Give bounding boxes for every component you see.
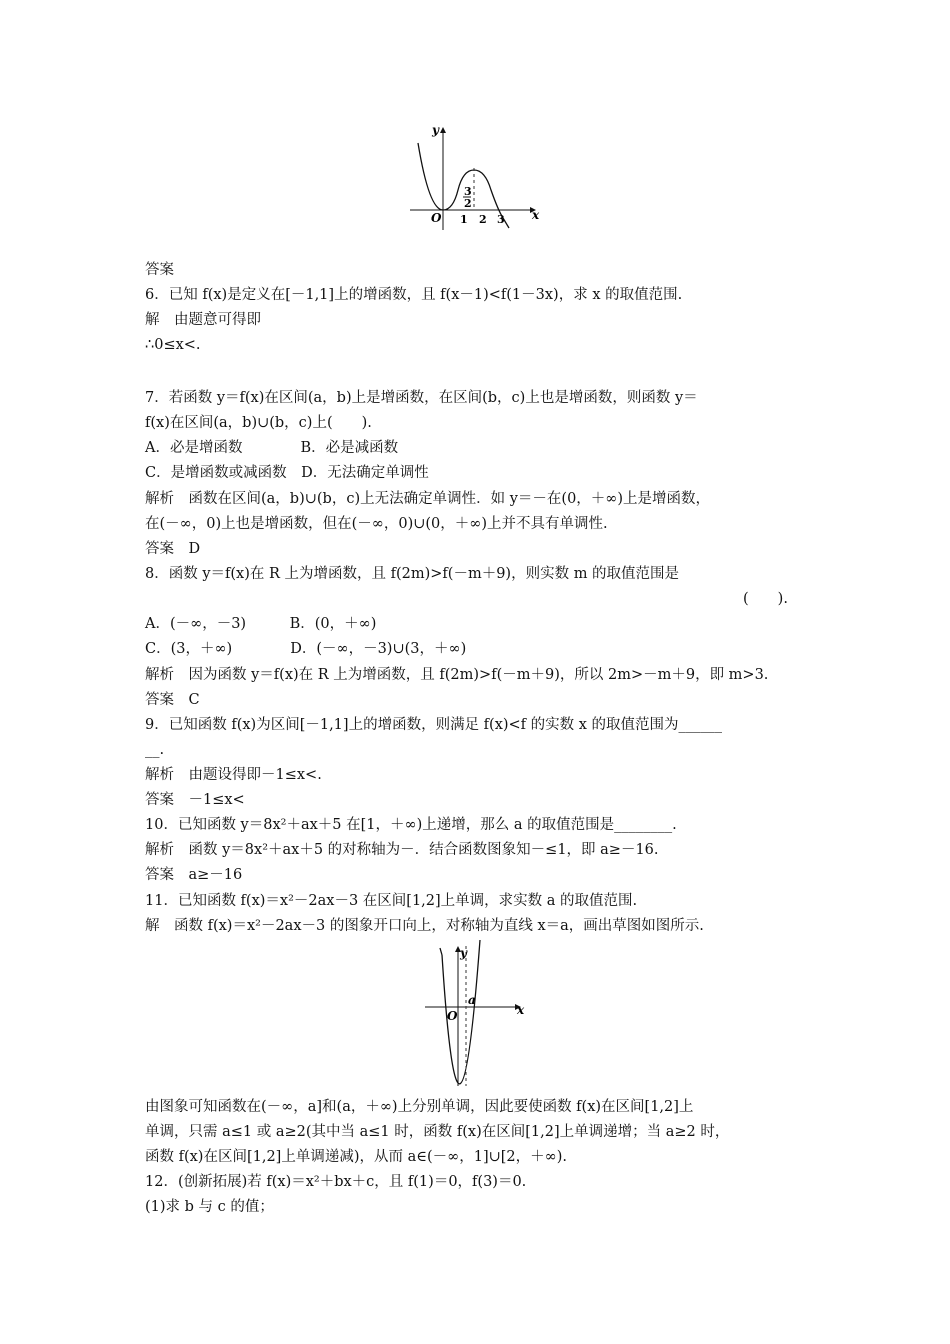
y-axis-label: y bbox=[432, 123, 439, 137]
tick-label-1: 1 bbox=[460, 213, 468, 226]
solution-11-line-1: 解 函数 f(x)＝x²－2ax－3 的图象开口向上，对称轴为直线 x＝a，画出草图如图所示. bbox=[145, 918, 704, 934]
fraction-numerator: 3 bbox=[464, 185, 472, 198]
problem-10: 10．已知函数 y＝8x²＋ax＋5 在[1，＋∞)上递增，那么 a 的取值范围是________. bbox=[145, 817, 677, 833]
y-axis-label: y bbox=[460, 946, 467, 960]
analysis-10: 解析 函数 y＝8x²＋ax＋5 的对称轴为－．结合函数图象知－≤1，即 a≥－16. bbox=[145, 842, 659, 858]
y-axis-arrow bbox=[440, 127, 446, 133]
analysis-7-line-2: 在(－∞，0)上也是增函数，但在(－∞，0)∪(0，＋∞)上并不具有单调性. bbox=[145, 516, 608, 532]
fraction-denominator: 2 bbox=[464, 197, 472, 210]
solution-6-line-2: ∴0≤x<. bbox=[145, 337, 201, 353]
x-axis-label: x bbox=[532, 208, 540, 222]
x-axis-label: x bbox=[517, 1003, 525, 1017]
problem-7-options-ab: A．必是增函数 B．必是减函数 bbox=[145, 440, 399, 456]
problem-7-line-2: f(x)在区间(a，b)∪(b，c)上( ). bbox=[145, 415, 372, 431]
problem-12: 12．(创新拓展)若 f(x)＝x²＋bx＋c，且 f(1)＝0，f(3)＝0. bbox=[145, 1174, 527, 1190]
problem-8-options-cd: C．(3，＋∞) D．(－∞，－3)∪(3，＋∞) bbox=[145, 641, 467, 657]
problem-9-line-2: __. bbox=[145, 742, 165, 758]
origin-label: O bbox=[431, 211, 442, 225]
answer-8: 答案 C bbox=[145, 692, 200, 708]
analysis-7-line-1: 解析 函数在区间(a，b)∪(b，c)上无法确定单调性．如 y＝－在(0，＋∞)上是增函数， bbox=[145, 491, 711, 507]
problem-11: 11．已知函数 f(x)＝x²－2ax－3 在区间[1,2]上单调，求实数 a 的取值范围. bbox=[145, 893, 638, 909]
solution-11-line-4: 函数 f(x)在区间[1,2]上单调递减)，从而 a∈(－∞，1]∪[2，＋∞). bbox=[145, 1149, 567, 1165]
problem-8-options-ab: A．(－∞，－3) B．(0，＋∞) bbox=[145, 616, 377, 632]
solution-6-line-1: 解 由题意可得即 bbox=[145, 312, 261, 328]
answer-label-5: 答案 bbox=[145, 262, 174, 278]
solution-11-line-3: 单调，只需 a≤1 或 a≥2(其中当 a≤1 时，函数 f(x)在区间[1,2]上单调递增；当 a≥2 时， bbox=[145, 1124, 730, 1140]
a-label: a bbox=[468, 993, 476, 1007]
origin-label: O bbox=[447, 1009, 458, 1023]
problem-9-line-1: 9．已知函数 f(x)为区间[－1,1]上的增函数，则满足 f(x)<f 的实数 x 的取值范围为______ bbox=[145, 717, 723, 733]
problem-12-part-1: (1)求 b 与 c 的值； bbox=[145, 1199, 274, 1215]
analysis-9: 解析 由题设得即－1≤x<. bbox=[145, 767, 322, 783]
answer-7: 答案 D bbox=[145, 541, 201, 557]
problem-7-options-cd: C．是增函数或减函数 D．无法确定单调性 bbox=[145, 465, 429, 481]
solution-11-line-2: 由图象可知函数在(－∞，a]和(a，＋∞)上分别单调，因此要使函数 f(x)在区间[1,2]上 bbox=[145, 1099, 694, 1115]
figure-parabola-1 bbox=[405, 118, 545, 233]
problem-8-bracket: ( ). bbox=[743, 591, 788, 607]
analysis-8: 解析 因为函数 y＝f(x)在 R 上为增函数，且 f(2m)>f(－m＋9)，所以 2m>－m＋9，即 m>3. bbox=[145, 667, 769, 683]
answer-10: 答案 a≥－16 bbox=[145, 867, 243, 883]
tick-label-2: 2 bbox=[479, 213, 487, 226]
parabola-curve bbox=[440, 940, 480, 1084]
problem-7-line-1: 7．若函数 y＝f(x)在区间(a，b)上是增函数，在区间(b，c)上也是增函数，则函数 y＝ bbox=[145, 390, 698, 406]
problem-8-line-1: 8．函数 y＝f(x)在 R 上为增函数，且 f(2m)>f(－m＋9)，则实数 m 的取值范围是 bbox=[145, 566, 680, 582]
tick-label-3: 3 bbox=[497, 213, 505, 226]
answer-9: 答案 －1≤x< bbox=[145, 792, 245, 808]
problem-6: 6．已知 f(x)是定义在[－1,1]上的增函数，且 f(x－1)<f(1－3x)，求 x 的取值范围. bbox=[145, 287, 683, 303]
figure-parabola-2 bbox=[420, 940, 535, 1088]
